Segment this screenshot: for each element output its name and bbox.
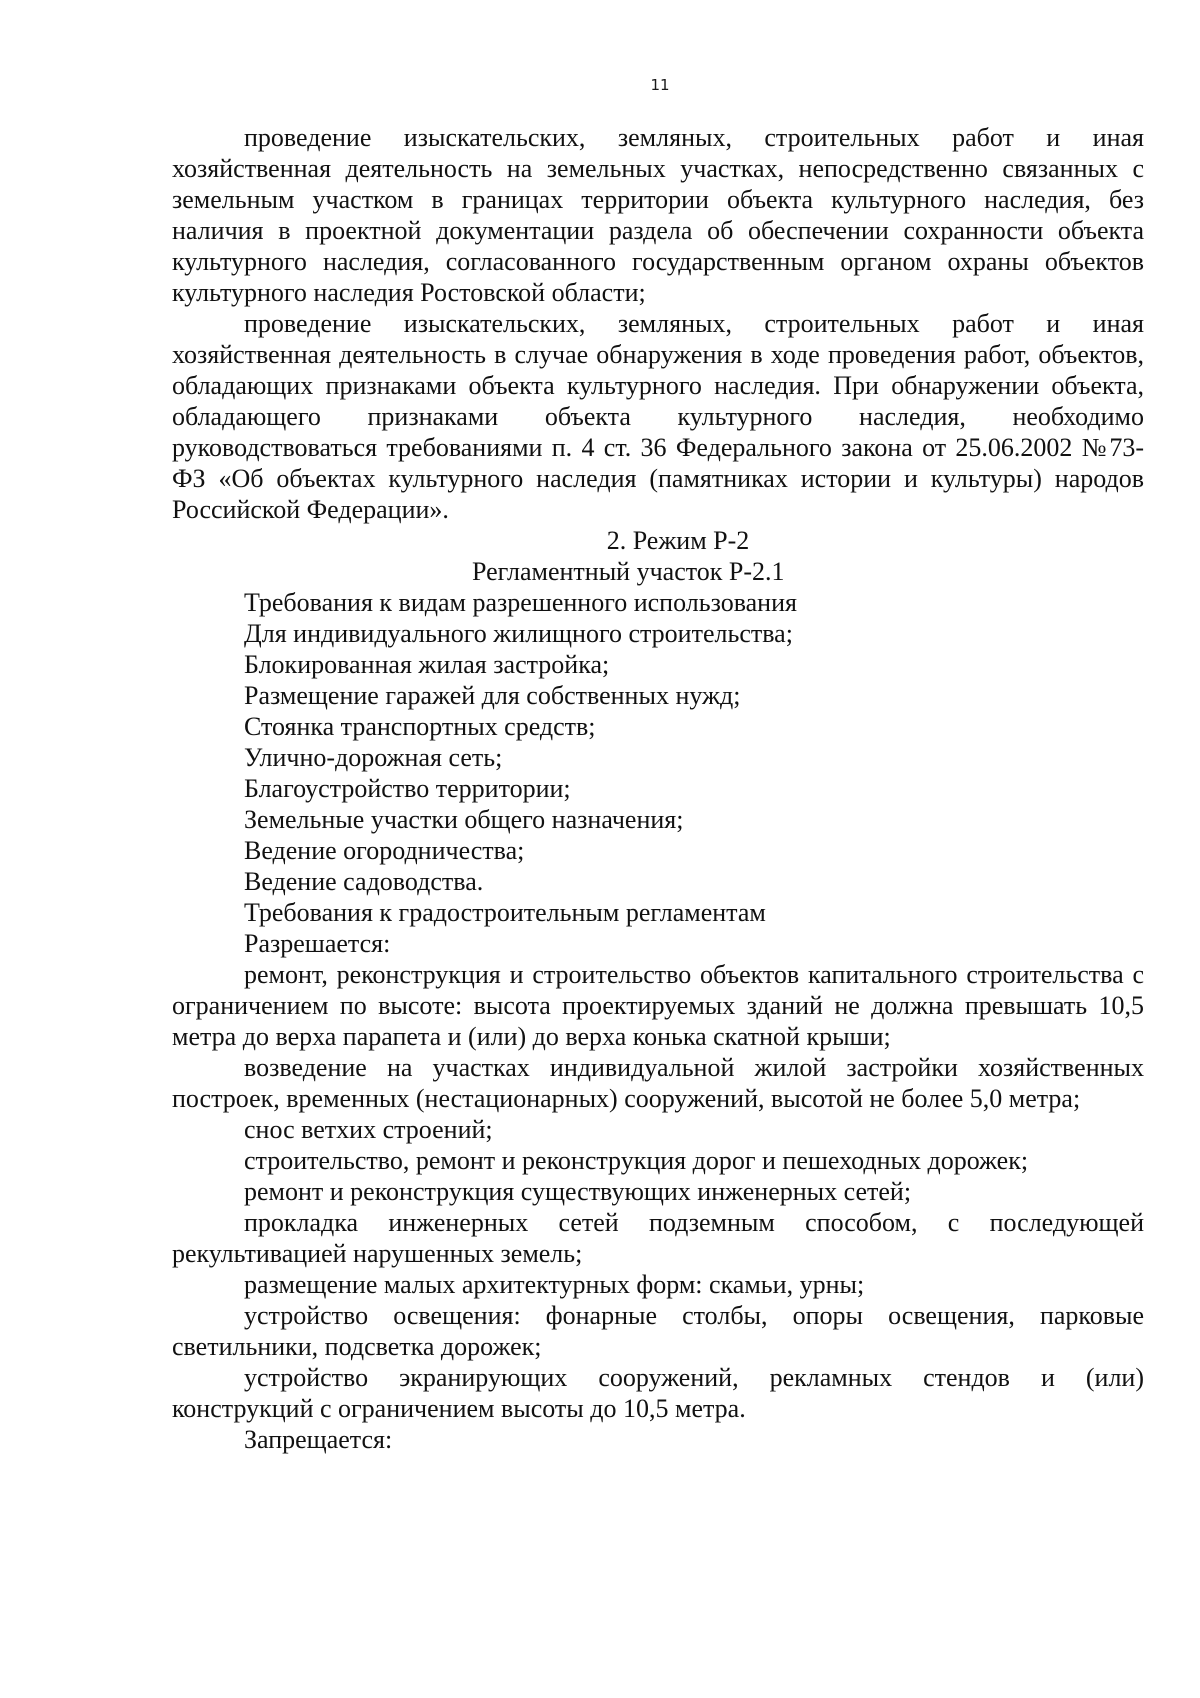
requirements-heading-land-use: Требования к видам разрешенного использования (244, 588, 797, 617)
allowed-item: устройство экранирующих сооружений, рекламных стендов и (или) конструкций с ограничением высоты до 10,5 метра. (172, 1363, 1144, 1423)
allowed-item: строительство, ремонт и реконструкция дорог и пешеходных дорожек; (244, 1146, 1029, 1175)
subsection-heading: Регламентный участок Р-2.1 (472, 557, 785, 586)
allowed-item: устройство освещения: фонарные столбы, опоры освещения, парковые светильники, подсветка дорожек; (172, 1301, 1144, 1361)
allowed-item: снос ветхих строений; (244, 1115, 493, 1144)
land-use-item: Ведение садоводства. (244, 867, 484, 896)
page-number: 11 (650, 76, 670, 94)
section-heading: 2. Режим Р-2 (606, 526, 750, 555)
land-use-item: Улично-дорожная сеть; (244, 743, 503, 772)
land-use-item: Для индивидуального жилищного строительства; (244, 619, 793, 648)
land-use-item: Земельные участки общего назначения; (244, 805, 684, 834)
allowed-item: ремонт, реконструкция и строительство объектов капитального строительства с ограничением по высоте: высота проектируемых зданий не должна превышать 10,5 метра до верха парапета и (или) до верха конька скатной крыши; (172, 960, 1144, 1051)
allowed-item: размещение малых архитектурных форм: скамьи, урны; (244, 1270, 865, 1299)
requirements-heading-regulations: Требования к градостроительным регламентам (244, 898, 766, 927)
paragraph-survey-works-on-discovery: проведение изыскательских, земляных, строительных работ и иная хозяйственная деятельность в случае обнаружения в ходе проведения работ, объектов, обладающих признаками объекта культурного наследия. При обнаружении объекта, обладающего признаками объекта культурного наследия, необходимо руководствоваться требованиями п. 4 ст. 36 Федерального закона от 25.06.2002 №73-ФЗ «Об объектах культурного наследия (памятниках истории и культуры) народов Российской Федерации». (172, 309, 1144, 524)
paragraph-survey-works-without-docs: проведение изыскательских, земляных, строительных работ и иная хозяйственная деятельность на земельных участках, непосредственно связанных с земельным участком в границах территории объекта культурного наследия, без наличия в проектной документации раздела об обеспечении сохранности объекта культурного наследия, согласованного государственным органом охраны объектов культурного наследия Ростовской области; (172, 123, 1144, 307)
forbidden-heading: Запрещается: (244, 1425, 393, 1454)
land-use-item: Размещение гаражей для собственных нужд; (244, 681, 741, 710)
document-body (172, 122, 1144, 1455)
land-use-item: Благоустройство территории; (244, 774, 571, 803)
land-use-item: Ведение огородничества; (244, 836, 525, 865)
land-use-item: Стоянка транспортных средств; (244, 712, 596, 741)
allowed-item: прокладка инженерных сетей подземным способом, с последующей рекультивацией нарушенных земель; (172, 1208, 1144, 1268)
allowed-heading: Разрешается: (244, 929, 391, 958)
land-use-item: Блокированная жилая застройка; (244, 650, 610, 679)
allowed-item: ремонт и реконструкция существующих инженерных сетей; (244, 1177, 912, 1206)
allowed-item: возведение на участках индивидуальной жилой застройки хозяйственных построек, временных (нестационарных) сооружений, высотой не более 5,0 метра; (172, 1053, 1144, 1113)
